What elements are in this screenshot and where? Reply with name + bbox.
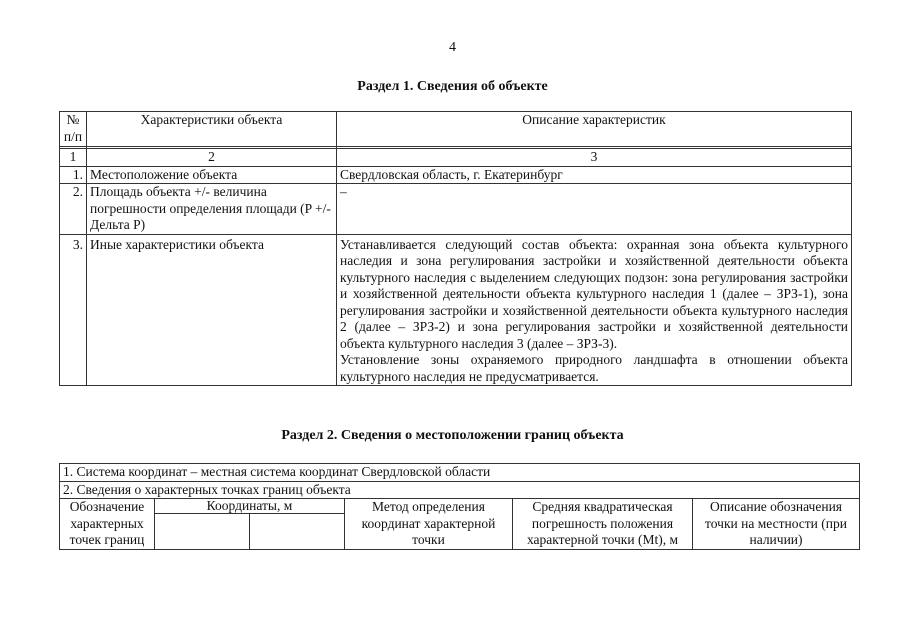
col-number-2: 2 [87,149,337,167]
section1-title: Раздел 1. Сведения об объекте [357,79,548,94]
table-row [60,184,852,235]
header-method: Метод определения координат характерной точки [345,499,513,550]
header-characteristics: Характеристики объекта [87,112,337,147]
header-description: Описание характеристик [337,112,852,147]
row-num: 1. [60,166,87,184]
description-paragraph-1: Устанавливается следующий состав объекта: охранная зона объекта культурного наследия и зона регулирования застройки и хозяйственной деятельности объекта культурного наследия с выделением следующих подзон: зона регулирования застройки и хозяйственной деятельности объекта культурного наследия 1 (далее – ЗРЗ-1), зона регулирования застройки и хозяйственной деятельности объекта культурного наследия 2 (далее – ЗРЗ-2) и зона регулирования застройки и хозяйственной деятельности объекта культурного наследия 3 (далее – ЗРЗ-3). [340,236,848,351]
row-characteristic: Площадь объекта +/- величина погрешности определения площади (P +/- Дельта P) [87,184,337,235]
header-coordinates: Координаты, м [155,499,345,514]
description-paragraph-2: Установление зоны охраняемого природного ландшафта в отношении объекта культурного наследия не предусматривается. [340,352,848,384]
header-coord-y [250,514,345,549]
table-row [60,166,852,184]
characteristic-points-cell: 2. Сведения о характерных точках границ объекта [60,481,860,499]
header-coord-x [155,514,250,549]
section2-title: Раздел 2. Сведения о местоположении границ объекта [281,428,624,443]
row-characteristic: Местоположение объекта [87,166,337,184]
header-designation: Обозначение характерных точек границ [60,499,155,550]
row-num: 3. [60,234,87,386]
boundary-table [59,463,860,550]
row-characteristic: Иные характеристики объекта [87,234,337,386]
row-description: Свердловская область, г. Екатеринбург [337,166,852,184]
page-number: 4 [449,40,456,55]
header-point-description: Описание обозначения точки на местности (при наличии) [693,499,860,550]
row-description: – [337,184,852,235]
row-num: 2. [60,184,87,235]
header-error: Средняя квадратическая погрешность положения характерной точки (Mt), м [513,499,693,550]
coordinate-system-row [60,464,860,482]
boundary-header-row [60,499,860,514]
header-num: № п/п [60,112,87,147]
table-row [60,234,852,386]
characteristic-points-row [60,481,860,499]
object-info-table [59,111,852,386]
table-header-row [60,112,852,147]
coordinate-system-cell: 1. Система координат – местная система координат Свердловской области [60,464,860,482]
col-number-3: 3 [337,149,852,167]
row-description [337,234,852,386]
column-number-row [60,149,852,167]
col-number-1: 1 [60,149,87,167]
